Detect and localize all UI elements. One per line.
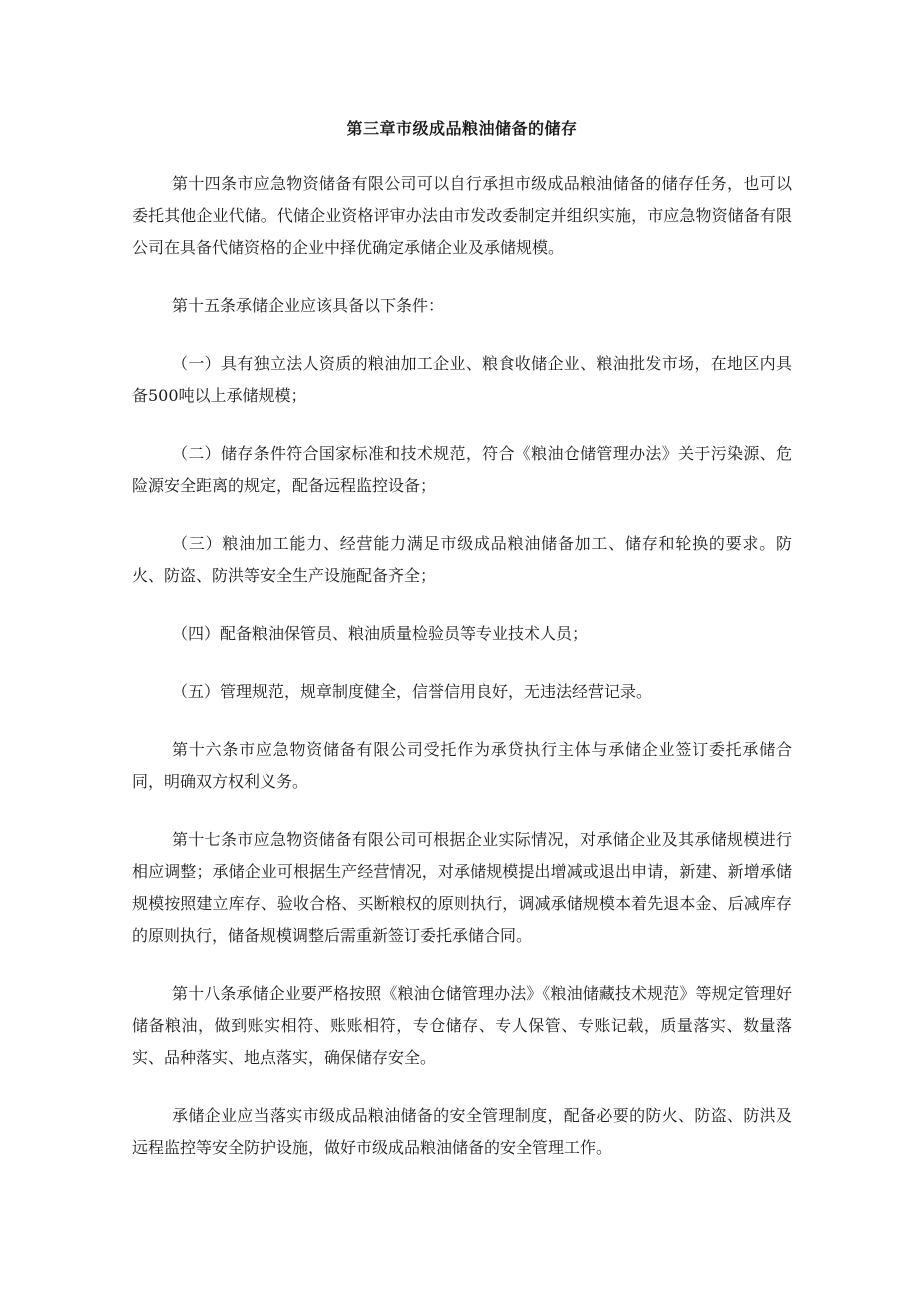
safety-management-paragraph: 承储企业应当落实市级成品粮油储备的安全管理制度，配备必要的防火、防盗、防洪及远程监控等安全防护设施，做好市级成品粮油储备的安全管理工作。	[132, 1106, 792, 1157]
condition-1-paragraph: （一）具有独立法人资质的粮油加工企业、粮食收储企业、粮油批发市场，在地区内具备500吨以上承储规模；	[132, 354, 792, 405]
condition-2-paragraph: （二）储存条件符合国家标准和技术规范，符合《粮油仓储管理办法》关于污染源、危险源安全距离的规定，配备远程监控设备；	[132, 444, 792, 495]
article-18-paragraph: 第十八条承储企业要严格按照《粮油仓储管理办法》《粮油储藏技术规范》等规定管理好储备粮油，做到账实相符、账账相符，专仓储存、专人保管、专账记载，质量落实、数量落实、品种落实、地点落实，确保储存安全。	[132, 984, 792, 1067]
condition-5-paragraph: （五）管理规范，规章制度健全，信誉信用良好，无违法经营记录。	[172, 682, 653, 701]
document-page	[132, 112, 792, 1190]
condition-3-paragraph: （三）粮油加工能力、经营能力满足市级成品粮油储备加工、储存和轮换的要求。防火、防盗、防洪等安全生产设施配备齐全；	[132, 534, 792, 585]
article-14-paragraph: 第十四条市应急物资储备有限公司可以自行承担市级成品粮油储备的储存任务，也可以委托其他企业代储。代储企业资格评审办法由市发改委制定并组织实施，市应急物资储备有限公司在具备代储资格的企业中择优确定承储企业及承储规模。	[132, 174, 792, 257]
article-15-paragraph: 第十五条承储企业应该具备以下条件：	[172, 296, 445, 315]
article-17-paragraph: 第十七条市应急物资储备有限公司可根据企业实际情况，对承储企业及其承储规模进行相应调整；承储企业可根据生产经营情况，对承储规模提出增减或退出申请，新建、新增承储规模按照建立库存、验收合格、买断粮权的原则执行，调减承储规模本着先退本金、后减库存的原则执行，储备规模调整后需重新签订委托承储合同。	[132, 830, 792, 945]
chapter-title: 第三章市级成品粮油储备的储存	[346, 119, 578, 138]
condition-4-paragraph: （四）配备粮油保管员、粮油质量检验员等专业技术人员；	[172, 624, 589, 643]
article-16-paragraph: 第十六条市应急物资储备有限公司受托作为承贷执行主体与承储企业签订委托承储合同，明确双方权利义务。	[132, 740, 792, 791]
